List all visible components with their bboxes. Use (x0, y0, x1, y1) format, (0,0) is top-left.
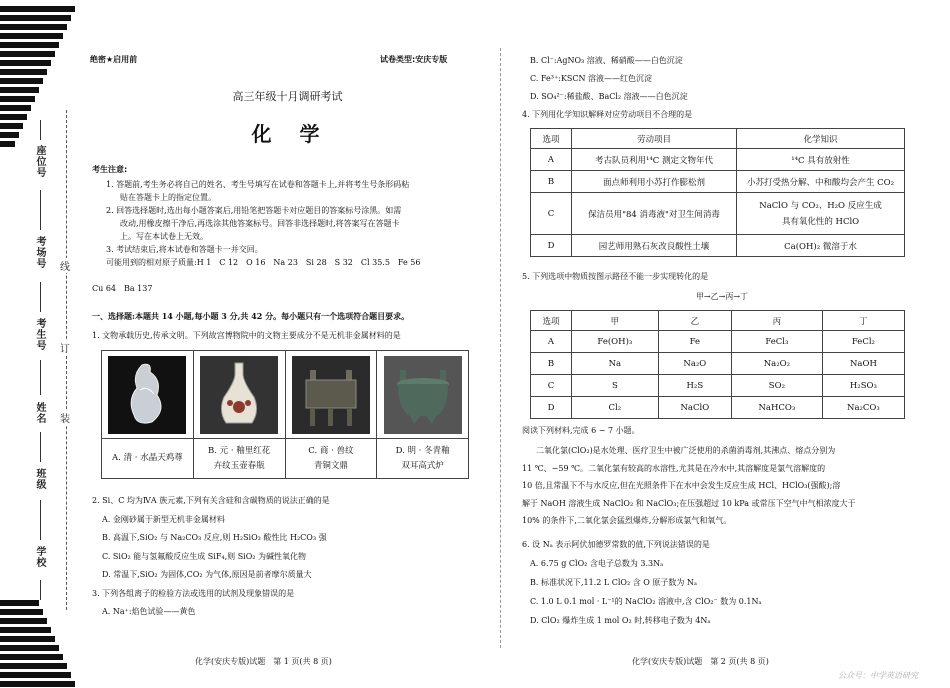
q5-header: 选项 (531, 311, 572, 331)
binding-stripe (0, 663, 67, 669)
q1-option-b-line1: B. 元 · 釉里红花 (207, 445, 271, 456)
q6-stem: 6. 设 Nₐ 表示阿伏加德罗常数的值,下列说法错误的是 (522, 540, 710, 549)
q1-option-c-line2: 青铜文鼎 (313, 460, 348, 471)
binding-stripe (0, 96, 35, 102)
binding-stripe (0, 87, 39, 93)
label-name: 姓名 (34, 402, 45, 424)
q4-table (530, 128, 905, 257)
q3-continued (522, 52, 922, 124)
q4-cell-line: NaClO 与 CO₂、H₂O 反应生成 (759, 200, 882, 211)
q5-header: 丙 (731, 311, 822, 331)
q4-cell: Ca(OH)₂ 微溶于水 (737, 235, 905, 257)
q5-cell: H₂S (658, 375, 731, 397)
q2-block (92, 492, 492, 622)
subject-title: 化 学 (251, 122, 324, 146)
paper-type: 试卷类型:安庆专版 (380, 55, 448, 64)
footer-page-2: 化学(安庆专版)试题 第 2 页(共 8 页) (632, 657, 769, 666)
q5-cell: SO₂ (731, 375, 822, 397)
exam-title: 高三年级十月调研考试 (232, 90, 343, 103)
q5-cell: Fe(OH)₃ (572, 331, 659, 353)
option-caption (102, 439, 194, 479)
artifact-cell (193, 351, 285, 439)
q5-header: 丁 (822, 311, 904, 331)
note-line: 贴在答题卡上的指定位置。 (120, 193, 216, 202)
q5-path: 甲→乙→丙→丁 (695, 292, 749, 301)
binding-stripe (0, 15, 71, 21)
notes-heading: 考生注意: (92, 165, 128, 174)
artifact-cell (377, 351, 469, 439)
binding-stripe (0, 6, 75, 12)
note-line: 2. 回答选择题时,选出每小题答案后,用铅笔把答题卡对应题目的答案标号涂黑。如需 (106, 206, 402, 215)
binding-stripe (0, 123, 23, 129)
binding-stripe (0, 636, 55, 642)
binding-line (40, 580, 41, 600)
q4-cell: 面点师利用小苏打作膨松剂 (572, 171, 737, 193)
option-caption (193, 439, 285, 479)
note-line: 1. 答题前,考生务必将自己的姓名、考生号填写在试卷和答题卡上,并将考生号条形码粘 (106, 180, 410, 189)
note-line: 上。写在本试卷上无效。 (120, 232, 208, 241)
q5-cell: D (531, 397, 572, 419)
label-school: 学校 (34, 546, 45, 568)
secret-mark: 绝密★启用前 (90, 55, 138, 64)
artifact-cell (285, 351, 377, 439)
q5-cell: Na (572, 353, 659, 375)
binding-stripe (0, 51, 55, 57)
artifact-cell (102, 351, 194, 439)
crystal-vessel-image (108, 356, 186, 434)
reading-line: 解于 NaOH 溶液生成 NaClO₂ 和 NaClO₃;在压强超过 10 kPa 或常压下空气中气相浓度大于 (522, 498, 856, 508)
q2-stem: 2. Si、C 均为ⅣA 族元素,下列有关含硅和含碳物质的说法正确的是 (92, 496, 330, 505)
binding-line (40, 120, 41, 140)
q5-cell: Na₂CO₃ (822, 397, 904, 419)
reading-line: 10% 的条件下,二氧化氯会猛烈爆炸,分解形成氯气和氧气。 (522, 516, 732, 525)
q1-option-c-line1: C. 商 · 兽纹 (308, 445, 354, 456)
q5-cell: Na₂O (658, 353, 731, 375)
binding-stripe (0, 627, 51, 633)
reading-passage (522, 442, 922, 530)
q1-stem: 1. 文物承载历史,传承文明。下列故宫博物院中的文物主要成分不是无机非金属材料的是 (92, 331, 401, 340)
celadon-censer-image (384, 356, 462, 434)
note-line: 改动,用橡皮擦干净后,再选涂其他答案标号。回答非选择题时,将答案写在答题卡 (120, 219, 400, 228)
notes-list (106, 178, 491, 269)
q6-block (522, 535, 922, 630)
q4-header-option: 选项 (531, 129, 572, 149)
q5-cell: FeCl₃ (731, 331, 822, 353)
label-student-id: 考生号 (34, 318, 45, 351)
q5-stem: 5. 下列选项中物质按图示路径不能一步实现转化的是 (522, 272, 709, 281)
binding-stripe (0, 141, 15, 147)
binding-stripe (0, 132, 19, 138)
binding-line (40, 190, 41, 230)
seal-char-bind: 订 (60, 340, 70, 355)
q4-cell: ¹⁴C 具有放射性 (737, 149, 905, 171)
binding-line (40, 500, 41, 540)
q4-cell: 保洁员用"84 消毒液"对卫生间消毒 (572, 193, 737, 235)
binding-line (40, 360, 41, 395)
q5-header: 甲 (572, 311, 659, 331)
q5-table (530, 310, 905, 419)
binding-stripe (0, 60, 51, 66)
q5-cell: S (572, 375, 659, 397)
q5-cell: FeCl₂ (822, 331, 904, 353)
q5-cell: NaOH (822, 353, 904, 375)
binding-line (40, 282, 41, 312)
reading-line: 10 倍,且常温下不与水反应,但在光照条件下在水中会发生反应生成 HCl、HClO₃(强酸);溶 (522, 481, 841, 490)
section-1-heading: 一、选择题:本题共 14 小题,每小题 3 分,共 42 分。每小题只有一个选项符合题目要求。 (92, 311, 410, 321)
q4-header-labor: 劳动项目 (572, 129, 737, 149)
q3-option-c: C. Fe³⁺:KSCN 溶液——红色沉淀 (530, 74, 653, 83)
q4-cell-line: 具有氧化性的 HClO (781, 216, 860, 227)
binding-stripe (0, 114, 27, 120)
porcelain-vase-image (200, 356, 278, 434)
reading-line: 二氧化氯(ClO₂)是水处理、医疗卫生中被广泛使用的杀菌消毒剂,其沸点、熔点分别为 (536, 446, 836, 455)
q4-header-knowledge: 化学知识 (737, 129, 905, 149)
q2-option-c: C. SiO₂ 能与氢氟酸反应生成 SiF₄,则 SiO₂ 为碱性氧化物 (102, 551, 307, 561)
page-divider (500, 48, 501, 648)
q4-cell: D (531, 235, 572, 257)
label-class: 班级 (34, 468, 45, 490)
binding-stripe (0, 105, 31, 111)
binding-stripe (0, 33, 63, 39)
binding-stripe (0, 609, 43, 615)
q5-cell: Fe (658, 331, 731, 353)
q4-cell: B (531, 171, 572, 193)
q1-option-b-line2: 卉纹玉壶春瓶 (213, 460, 265, 471)
label-seat-number: 座位号 (34, 145, 45, 178)
q4-cell: 考古队员利用¹⁴C 测定文物年代 (572, 149, 737, 171)
q3-option-d: D. SO₄²⁻:稀盐酸、BaCl₂ 溶液——白色沉淀 (530, 92, 688, 101)
binding-line (40, 432, 41, 462)
q5-cell: B (531, 353, 572, 375)
q4-cell (737, 193, 905, 235)
binding-stripe (0, 78, 43, 84)
binding-stripe (0, 69, 47, 75)
q3-option-b: B. Cl⁻:AgNO₃ 溶液、稀硝酸——白色沉淀 (530, 56, 683, 65)
reading-line: 11 ℃、−59 ℃。二氧化氯有较高的水溶性,尤其是在冷水中,其溶解度是氯气溶解度的 (522, 463, 826, 473)
atomic-mass-line: Cu 64 Ba 137 (92, 284, 153, 293)
reading-intro: 阅读下列材料,完成 6 ~ 7 小题。 (522, 426, 640, 435)
q5-cell: A (531, 331, 572, 353)
q2-option-b: B. 高温下,SiO₂ 与 Na₂CO₃ 反应,则 H₂SiO₃ 酸性比 H₂CO₃ 强 (102, 533, 327, 542)
q3-option-a: A. Na⁺:焰色试验——黄色 (102, 607, 196, 616)
q4-cell: 小苏打受热分解、中和酸均会产生 CO₂ (737, 171, 905, 193)
q2-option-a: A. 金刚砂属于新型无机非金属材料 (102, 514, 225, 524)
q1-option-d-line1: D. 明 · 冬青釉 (395, 445, 450, 456)
q6-option-a: A. 6.75 g ClO₂ 含电子总数为 3.3Nₐ (530, 559, 664, 568)
q5-cell: C (531, 375, 572, 397)
seal-char-pack: 装 (60, 410, 70, 425)
binding-stripe (0, 24, 67, 30)
q5-cell: Cl₂ (572, 397, 659, 419)
q5-cell: NaClO (658, 397, 731, 419)
option-caption (285, 439, 377, 479)
q4-stem: 4. 下列用化学知识解释对应劳动项目不合理的是 (522, 110, 693, 119)
q4-cell: 园艺师用熟石灰改良酸性土壤 (572, 235, 737, 257)
q4-cell: A (531, 149, 572, 171)
q1-artifact-table (101, 350, 469, 479)
q1-option-d-line2: 双耳高式炉 (401, 460, 444, 471)
binding-stripe (0, 645, 59, 651)
q4-cell: C (531, 193, 572, 235)
bronze-ding-image (292, 356, 370, 434)
seal-line (66, 110, 68, 610)
q6-option-d: D. ClO₂ 爆炸生成 1 mol O₂ 时,转移电子数为 4Nₐ (530, 616, 711, 625)
option-caption (377, 439, 469, 479)
watermark: 公众号：中学英语研究 (838, 671, 918, 680)
q2-option-d: D. 常温下,SiO₂ 为固体,CO₂ 为气体,原因是前者摩尔质量大 (102, 570, 312, 579)
binding-stripe (0, 681, 75, 687)
seal-char-line: 线 (60, 258, 70, 273)
q3-stem: 3. 下列各组离子的检验方法或选用的试剂及现象错误的是 (92, 588, 295, 598)
q5-cell: H₂SO₃ (822, 375, 904, 397)
note-line: 3. 考试结束后,将本试卷和答题卡一并交回。 (106, 245, 263, 254)
q6-option-c: C. 1.0 L 0.1 mol · L⁻¹的 NaClO₂ 溶液中,含 ClO₂⁻ 数为 0.1Nₐ (530, 597, 762, 606)
q6-option-b: B. 标准状况下,11.2 L ClO₂ 含 O 原子数为 Nₐ (530, 578, 697, 587)
q5-header: 乙 (658, 311, 731, 331)
binding-stripe (0, 42, 59, 48)
binding-stripe (0, 618, 47, 624)
label-exam-room: 考场号 (34, 236, 45, 269)
binding-stripe (0, 672, 71, 678)
footer-page-1: 化学(安庆专版)试题 第 1 页(共 8 页) (195, 657, 332, 666)
q5-cell: Na₂O₂ (731, 353, 822, 375)
atomic-mass-line: 可能用到的相对原子质量:H 1 C 12 O 16 Na 23 Si 28 S 32 Cl 35.5 Fe 56 (106, 258, 421, 267)
q1-option-a-line1: A. 清 · 水晶天鸡尊 (112, 453, 183, 463)
binding-stripe (0, 654, 63, 660)
q5-cell: NaHCO₃ (731, 397, 822, 419)
binding-stripe (0, 600, 39, 606)
